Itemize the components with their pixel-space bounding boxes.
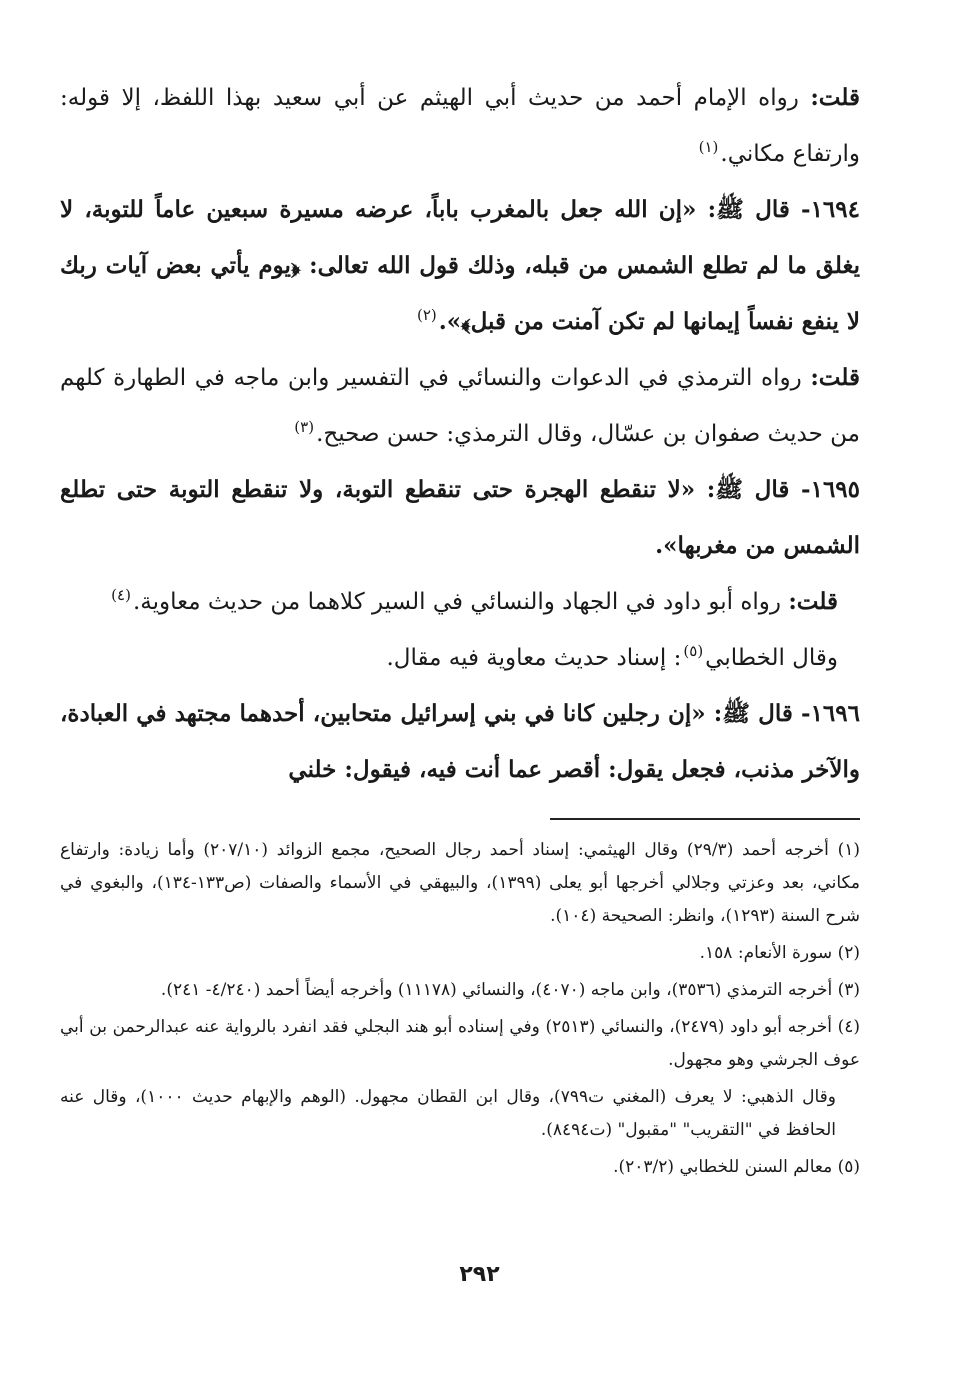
hadith-text: ١٦٩٥- قال ﷺ: «لا تنقطع الهجرة حتى تنقطع التوبة، ولا تنقطع التوبة حتى تطلع الشمس من مغربها». <box>60 476 861 559</box>
commentary-text: وقال الخطابي <box>705 645 838 671</box>
footnote-ref-1: (١) <box>698 138 719 157</box>
footnotes-section <box>60 834 860 1184</box>
footnote-5: (٥) معالم السنن للخطابي (٢٠٣/٢). <box>613 1157 860 1177</box>
qultu-label: قلت: <box>788 588 838 615</box>
commentary-text: : إسناد حديث معاوية فيه مقال. <box>386 645 682 671</box>
commentary-paragraph-3 <box>60 574 860 630</box>
footnote-ref-2: (٢) <box>416 306 437 325</box>
qultu-label: قلت: <box>810 84 860 111</box>
commentary-text: رواه أبو داود في الجهاد والنسائي في السير كلاهما من حديث معاوية. <box>132 589 781 615</box>
commentary-paragraph-4 <box>60 630 860 686</box>
book-page <box>60 70 860 1330</box>
hadith-text: ١٦٩٦- قال ﷺ: «إن رجلين كانا في بني إسرائيل متحابين، أحدهما مجتهد في العبادة، والآخر مذنب، فجعل يقول: أقصر عما أنت فيه، فيقول: خلني <box>60 700 860 783</box>
hadith-1696 <box>60 686 860 798</box>
footnote-ref-4: (٤) <box>111 586 131 605</box>
commentary-text: رواه الترمذي في الدعوات والنسائي في التفسير وابن ماجه في الطهارة كلهم من حديث صفوان بن عسّال، وقال الترمذي: حسن صحيح. <box>60 365 860 447</box>
qultu-label: قلت: <box>810 364 860 391</box>
footnote-4: (٤) أخرجه أبو داود (٢٤٧٩)، والنسائي (٢٥١٣) وفي إسناده أبو هند البجلي فقد انفرد بالرواية عنه عبدالرحمن بن أبي عوف الجرشي وهو مجهول. <box>60 1017 860 1070</box>
commentary-paragraph-2 <box>60 350 860 462</box>
footnote-2: (٢) سورة الأنعام: ١٥٨. <box>699 943 860 963</box>
commentary-text: رواه الإمام أحمد من حديث أبي الهيثم عن أبي سعيد بهذا اللفظ، إلا قوله: وارتفاع مكاني. <box>60 85 860 167</box>
footnote-4-continued: وقال الذهبي: لا يعرف (المغني ت٧٩٩)، وقال ابن القطان مجهول. (الوهم والإبهام حديث ١٠٠٠)، وقال عنه الحافظ في "التقريب" "مقبول" (ت٨٤٩٤). <box>60 1087 837 1140</box>
hadith-text: ١٦٩٤- قال ﷺ: «إن الله جعل بالمغرب باباً، عرضه مسيرة سبعين عاماً للتوبة، لا يغلق ما لم تطلع الشمس من قبله، وذلك قول الله تعالى: ﴿يوم يأتي بعض آيات ربك لا ينفع نفساً إيمانها لم تكن آمنت من قبل﴾». <box>60 196 860 335</box>
footnote-ref-3: (٣) <box>294 418 315 437</box>
footnote-ref-5: (٥) <box>683 642 704 661</box>
footnote-divider <box>550 818 860 820</box>
footnote-3: (٣) أخرجه الترمذي (٣٥٣٦)، وابن ماجه (٤٠٧٠)، والنسائي (١١١٧٨) وأخرجه أيضاً أحمد (٤/٢٤٠- ٢٤١). <box>160 980 860 1000</box>
footnote-1: (١) أخرجه أحمد (٢٩/٣) وقال الهيثمي: إسناد أحمد رجال الصحيح، مجمع الزوائد (٢٠٧/١٠) وأما زيادة: وارتفاع مكاني، بعد وعزتي وجلالي أخرجها أبو يعلى (١٣٩٩)، والبيهقي في الأسماء والصفات (ص١٣٣-١٣٤)، والبغوي في شرح السنة (١٢٩٣)، وانظر: الصحيحة (١٠٤). <box>60 840 861 926</box>
hadith-1695 <box>60 462 860 574</box>
main-text <box>60 70 860 798</box>
page-number: ٢٩٢ <box>459 1262 500 1287</box>
hadith-1694 <box>60 182 860 350</box>
commentary-paragraph-1 <box>60 70 860 182</box>
